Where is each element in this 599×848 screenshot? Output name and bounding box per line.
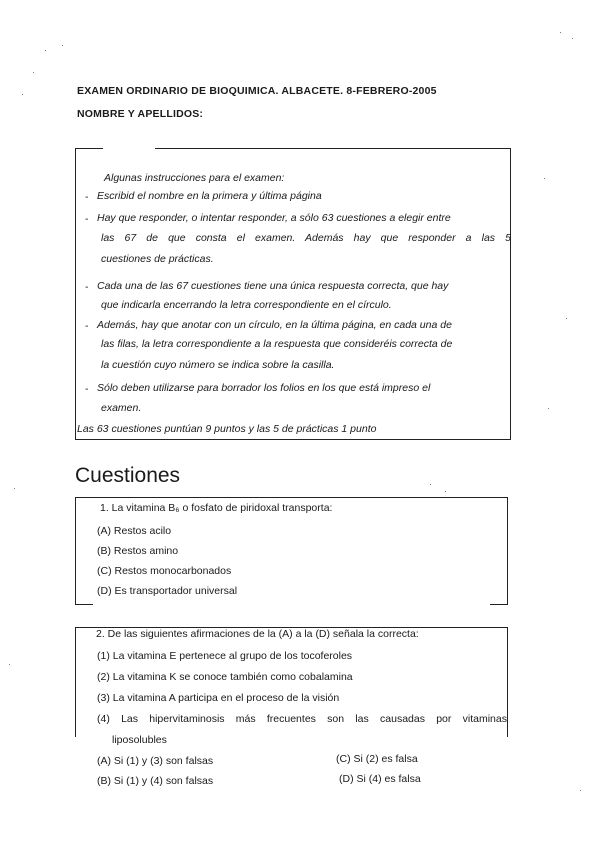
statement: liposolubles (112, 734, 167, 746)
answer-option: (B) Si (1) y (4) son falsas (97, 775, 214, 787)
name-label: NOMBRE Y APELLIDOS: (77, 108, 204, 120)
exam-title: EXAMEN ORDINARIO DE BIOQUIMICA. ALBACETE. 8-FEBRERO-2005 (77, 85, 437, 97)
bullet-dash: - (85, 281, 89, 293)
instruction-line: las filas, la letra correspondiente a la respuesta que consideréis correcta de (101, 338, 453, 350)
answer-option: (B) Restos amino (97, 545, 179, 557)
instruction-line: examen. (101, 402, 142, 414)
instructions-footer: Las 63 cuestiones puntúan 9 puntos y las 5 de prácticas 1 punto (77, 423, 377, 435)
instruction-line: Cada una de las 67 cuestiones tiene una única respuesta correcta, que hay (97, 280, 449, 292)
answer-option: (D) Si (4) es falsa (339, 773, 421, 785)
section-title: Cuestiones (75, 464, 181, 487)
instruction-line: Además, hay que anotar con un círculo, en la última página, en cada una de (97, 319, 452, 331)
bullet-dash: - (85, 213, 89, 225)
instruction-line: cuestiones de prácticas. (101, 253, 214, 265)
question-stem: 1. La vitamina B₆ o fosfato de piridoxal transporta: (100, 502, 333, 514)
bullet-dash: - (85, 320, 89, 332)
answer-option: (C) Restos monocarbonados (97, 565, 232, 577)
bullet-dash: - (85, 383, 89, 395)
instruction-line: Escribid el nombre en la primera y última página (97, 190, 322, 202)
instruction-line: Hay que responder, o intentar responder, a sólo 63 cuestiones a elegir entre (97, 212, 451, 224)
statement: (1) La vitamina E pertenece al grupo de los tocoferoles (97, 650, 353, 662)
bullet-dash: - (85, 191, 89, 203)
instruction-line: las 67 de que consta el examen. Además hay que responder a las 5 (101, 232, 511, 244)
instruction-line: la cuestión cuyo número se indica sobre la casilla. (101, 359, 335, 371)
statement: (2) La vitamina K se conoce también como cobalamina (97, 671, 353, 683)
answer-option: (C) Si (2) es falsa (336, 753, 418, 765)
instruction-line: que indicarla encerrando la letra correspondiente en el círculo. (101, 299, 392, 311)
instruction-line: Sólo deben utilizarse para borrador los folios en los que está impreso el (97, 382, 431, 394)
statement: (3) La vitamina A participa en el proceso de la visión (97, 692, 340, 704)
instructions-title: Algunas instrucciones para el examen: (104, 172, 285, 184)
answer-option: (A) Si (1) y (3) son falsas (97, 755, 214, 767)
answer-option: (A) Restos acilo (97, 525, 172, 537)
question-stem: 2. De las siguientes afirmaciones de la (A) a la (D) señala la correcta: (96, 628, 419, 640)
answer-option: (D) Es transportador universal (97, 585, 238, 597)
statement: (4) Las hipervitaminosis más frecuentes son las causadas por vitaminas (97, 713, 507, 725)
